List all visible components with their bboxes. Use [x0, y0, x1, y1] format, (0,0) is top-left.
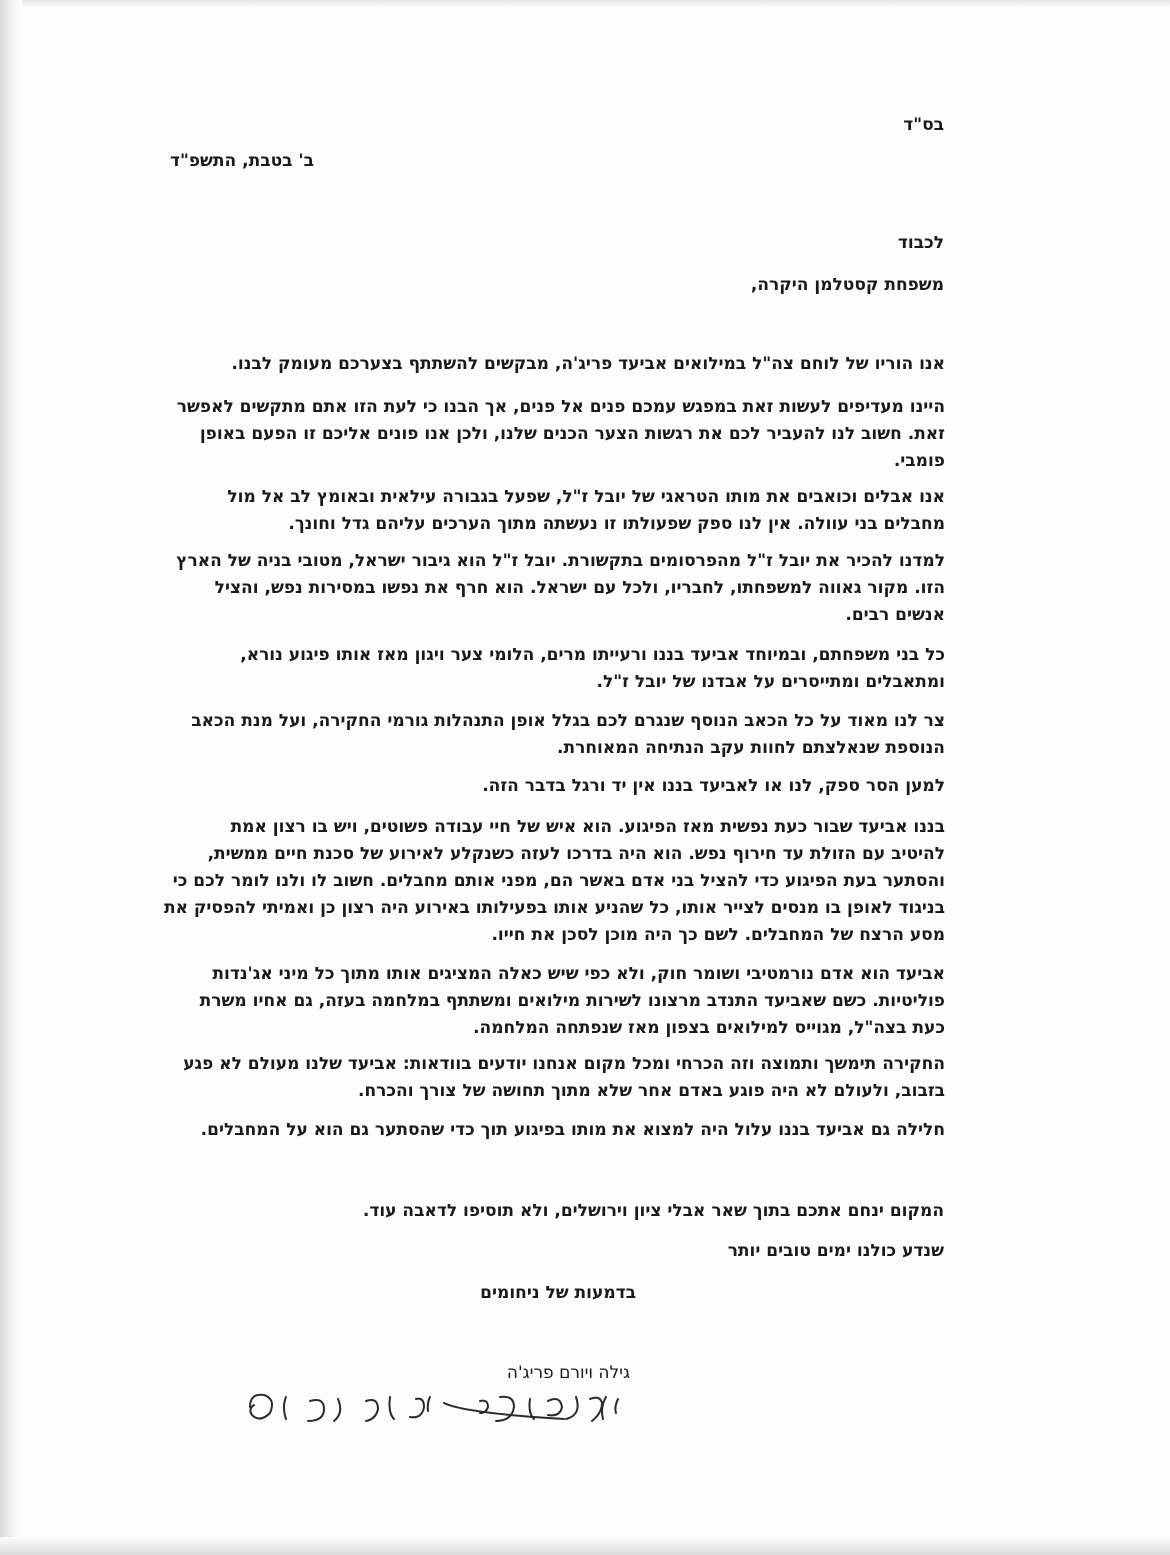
signature-names: גילה ויורם פריג'ה [506, 1363, 630, 1383]
paragraph-line: אנו אבלים וכואבים את מותו הטראגי של יובל ז"ל, שפעל בגבורה עילאית ובאומץ לב אל מול [227, 487, 945, 507]
paragraph-line: צר לנו מאוד על כל הכאב הנוסף שנגרם לכם בגלל אופן התנהלות גורמי החקירה, ועל מנת הכאב [191, 711, 945, 731]
salutation-line-1: לכבוד [897, 233, 944, 253]
paragraph-line: פומבי. [893, 451, 945, 471]
paragraph-line: ומתאבלים ומתייסרים על אבדנו של יובל ז"ל. [596, 672, 945, 692]
paragraph-line: זאת. חשוב לנו להעביר לכם את רגשות הצער הכנים שלנו, ולכן אנו פונים אליכם זו הפעם באופן [199, 424, 945, 444]
closing-line-2: שנדע כולנו ימים טובים יותר [727, 1241, 944, 1261]
closing-line-1: המקום ינחם אתכם בתוך שאר אבלי ציון וירושלים, ולא תוסיפו לדאבה עוד. [362, 1201, 944, 1221]
bsd-header: בס"ד [903, 115, 944, 135]
paragraph-line: החקירה תימשך ותמוצה וזה הכרחי ומכל מקום אנחנו יודעים בוודאות: אביעד שלנו מעולם לא פגע [183, 1054, 945, 1074]
paragraph-line: והסתער בעת הפיגוע כדי להציל בני אדם באשר הם, מפני אותם מחבלים. חשוב לו ולנו לומר לכם כי [172, 871, 945, 891]
hebrew-date: ב' בטבת, התשפ"ד [170, 151, 314, 171]
paragraph-5 [185, 642, 945, 696]
paragraph-line: הזו. מקור גאווה למשפחתו, לחבריו, ולכל עם ישראל. הוא חרף את נפשו במסירות נפש, והציל [214, 578, 945, 598]
paragraph-line: להיטיב עם הזולת עד חירוף נפש. הוא היה בדרכו לעזה כשנקלע לאירוע של סכנת חיים ממשית, [207, 844, 945, 864]
paragraph-line: היינו מעדיפים לעשות זאת במפגש עמכם פנים אל פנים, אך הבנו כי לעת הזו אתם מתקשים לאפשר [176, 397, 945, 417]
paragraph-9 [185, 961, 945, 1042]
paragraph-7 [185, 773, 945, 800]
paragraph-line: הנוספת שנאלצתם לחוות עקב הנתיחה המאוחרת. [557, 738, 945, 758]
paragraph-10 [185, 1051, 945, 1105]
paragraph-2 [176, 394, 945, 475]
paragraph-line: למען הסר ספק, לנו או לאביעד בננו אין יד ורגל בדבר הזה. [482, 776, 945, 796]
paragraph-line: כעת בצה"ל, מגוייס למילואים בצפון מאז שנפתחה המלחמה. [473, 1018, 945, 1038]
paragraph-3 [185, 484, 945, 538]
paragraph-line: בננו אביעד שבור כעת נפשית מאז הפיגוע. הוא איש של חיי עבודה פשוטים, ויש בו רצון אמת [230, 817, 945, 837]
paragraph-line: אנו הוריו של לוחם צה"ל במילואים אביעד פריג'ה, מבקשים להשתתף בצערכם מעומק לבנו. [231, 354, 945, 374]
paragraph-line: מסע הרצח של המחבלים. לשם כך היה מוכן לסכן את חייו. [491, 925, 945, 945]
paragraph-6 [185, 708, 945, 762]
salutation-line-2: משפחת קסטלמן היקרה, [750, 275, 944, 295]
paragraph-line: פוליטיות. כשם שאביעד התנדב מרצונו לשירות מילואים ומשתתף במלחמה בעזה, גם אחיו משרת [199, 991, 945, 1011]
paragraph-line: חלילה גם אביעד בננו עלול היה למצוא את מותו בפיגוע תוך כדי שהסתער גם הוא על המחבלים. [200, 1120, 945, 1140]
paragraph-line: בזבוב, ולעולם לא היה פוגע באדם אחר שלא מתוך תחושה של צורך והכרח. [358, 1081, 945, 1101]
closing-line-3: בדמעות של ניחומים [480, 1283, 636, 1303]
paragraph-line: כל בני משפחתם, ובמיוחד אביעד בננו ורעייתו מרים, הלומי צער ויגון מאז אותו פיגוע נורא, [240, 645, 945, 665]
paragraph-line: מחבלים בני עוולה. אין לנו ספק שפעולתו זו נעשתה מתוך הערכים עליהם גדל וחונך. [288, 514, 945, 534]
paragraph-line: אביעד הוא אדם נורמטיבי ושומר חוק, ולא כפי שיש כאלה המציגים אותו מתוך כל מיני אג'נדות [212, 964, 945, 984]
paragraph-4 [176, 548, 945, 629]
handwritten-signature [230, 1385, 630, 1445]
paragraph-1 [185, 351, 945, 378]
paragraph-8 [163, 814, 945, 949]
paragraph-line: אנשים רבים. [845, 605, 945, 625]
paragraph-line: בניגוד לאופן בו מנסים לצייר אותו, כל שהניע אותו בפעילותו באירוע היה רצון כן ואמיתי להפסיק את [163, 898, 945, 918]
paragraph-line: למדנו להכיר את יובל ז"ל מהפרסומים בתקשורת. יובל ז"ל הוא גיבור ישראל, מטובי בניה של הארץ [176, 551, 945, 571]
paragraph-11 [185, 1117, 945, 1144]
